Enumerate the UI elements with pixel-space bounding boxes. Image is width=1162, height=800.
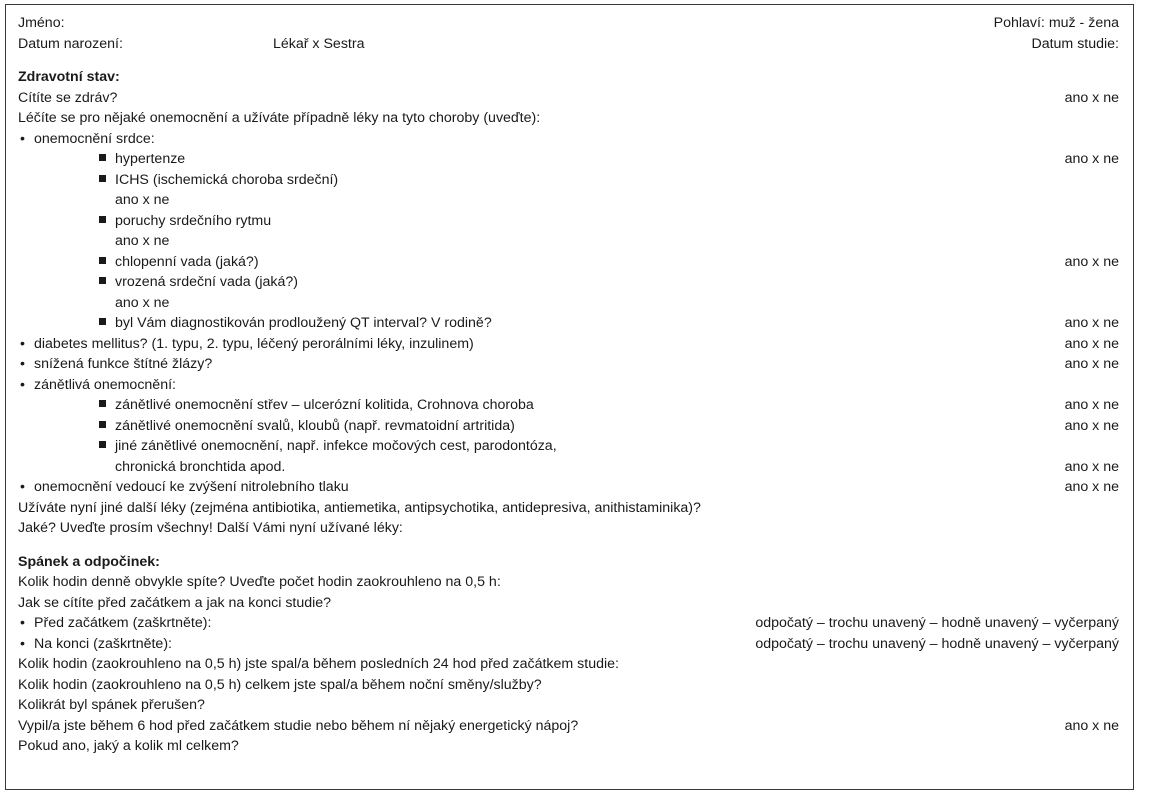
square-bullet-icon xyxy=(99,421,106,428)
answer-yes-no: ano x ne xyxy=(1064,335,1119,352)
health-section-title: Zdravotní stav: xyxy=(18,69,120,85)
item-text: zánětlivé onemocnění svalů, kloubů (např. revmatoidní artritida) xyxy=(115,417,515,434)
tiredness-scale: odpočatý – trochu unavený – hodně unavený – vyčerpaný xyxy=(755,615,1119,631)
square-bullet-icon xyxy=(99,441,106,448)
item-ichs xyxy=(18,170,1119,191)
item-text: onemocnění vedoucí ke zvýšení nitrolebního tlaku xyxy=(34,479,349,495)
question-text: Kolik hodin (zaokrouhleno na 0,5 h) jste spal/a během posledních 24 hod před začátkem studie: xyxy=(18,656,619,672)
item-hypertension xyxy=(18,149,1119,170)
item-text: ICHS (ischemická choroba srdeční) xyxy=(115,171,339,188)
answer-yes-no: ano x ne xyxy=(1064,315,1119,331)
item-text: byl Vám diagnostikován prodloužený QT interval? V rodině? xyxy=(115,315,492,331)
answer-yes-no: ano x ne xyxy=(1064,458,1119,475)
item-text: poruchy srdečního rytmu xyxy=(115,212,272,229)
item-text: vrozená srdeční vada (jaká?) xyxy=(115,274,298,290)
name-label: Jméno: xyxy=(18,15,65,31)
question-energy-drink xyxy=(18,716,1119,737)
sleep-section-title: Spánek a odpočinek: xyxy=(18,553,160,570)
item-text: snížená funkce štítné žlázy? xyxy=(34,356,213,372)
item-before-start xyxy=(18,613,1119,634)
birth-date-label: Datum narození: xyxy=(18,35,123,52)
header-row-2 xyxy=(18,34,1119,55)
question-text: Léčíte se pro nějaké onemocnění a užíváte případně léky na tyto choroby (uveďte): xyxy=(18,110,541,126)
questionnaire-frame xyxy=(5,4,1134,790)
answer-yes-no: ano x ne xyxy=(115,192,170,208)
answer-yes-no: ano x ne xyxy=(1064,356,1119,372)
question-text: Jak se cítíte před začátkem a jak na konci studie? xyxy=(18,594,332,611)
item-text: chronická bronchtida apod. xyxy=(115,458,286,475)
square-bullet-icon xyxy=(99,277,106,284)
question-hours-daily xyxy=(18,572,1119,593)
gender-label: Pohlaví: muž - žena xyxy=(993,15,1119,31)
item-valve xyxy=(18,252,1119,273)
item-diabetes xyxy=(18,334,1119,355)
item-other-inflammatory-cont xyxy=(18,457,1119,478)
item-at-end xyxy=(18,634,1119,655)
question-text: Užíváte nyní jiné další léky (zejména antibiotika, antiemetika, antipsychotika, antidepresiva, anithistaminika)? xyxy=(18,499,701,516)
question-other-meds xyxy=(18,498,1119,519)
answer-yes-no: ano x ne xyxy=(1064,417,1119,434)
answer-yes-no: ano x ne xyxy=(1064,717,1119,734)
questionnaire-content xyxy=(18,13,1119,757)
square-bullet-icon xyxy=(99,175,106,182)
square-bullet-icon xyxy=(99,318,106,325)
question-text: Jaké? Uveďte prosím všechny! Další Vámi nyní užívané léky: xyxy=(18,520,403,536)
item-rhythm xyxy=(18,211,1119,232)
answer-yes-no: ano x ne xyxy=(1064,89,1119,106)
question-interrupted xyxy=(18,695,1119,716)
question-feel-healthy xyxy=(18,88,1119,109)
question-text: Cítíte se zdráv? xyxy=(18,89,118,106)
question-which-meds xyxy=(18,518,1119,539)
item-text: diabetes mellitus? (1. typu, 2. typu, léčený perorálními léky, inzulinem) xyxy=(34,335,474,352)
item-text: chlopenní vada (jaká?) xyxy=(115,253,259,270)
question-text: Kolik hodin denně obvykle spíte? Uveďte počet hodin zaokrouhleno na 0,5 h: xyxy=(18,574,501,590)
bullet-dot-icon: • xyxy=(20,615,25,631)
answer-rhythm xyxy=(18,231,1119,252)
bullet-dot-icon: • xyxy=(20,479,25,495)
item-text: Před začátkem (zaškrtněte): xyxy=(34,615,212,631)
answer-yes-no: ano x ne xyxy=(1064,151,1119,167)
question-hours-night xyxy=(18,675,1119,696)
answer-yes-no: ano x ne xyxy=(1064,397,1119,413)
square-bullet-icon xyxy=(99,257,106,264)
bullet-dot-icon: • xyxy=(20,130,25,147)
item-intracranial xyxy=(18,477,1119,498)
question-text: Vypil/a jste během 6 hod před začátkem studie nebo během ní nějaký energetický nápoj? xyxy=(18,717,579,734)
question-text: Kolik hodin (zaokrouhleno na 0,5 h) celkem jste spal/a během noční směny/služby? xyxy=(18,676,542,693)
item-thyroid xyxy=(18,354,1119,375)
item-text: zánětlivá onemocnění: xyxy=(34,376,176,393)
role-label: Lékař x Sestra xyxy=(273,35,365,52)
tiredness-scale: odpočatý – trochu unavený – hodně unavený – vyčerpaný xyxy=(755,635,1119,652)
item-muscles xyxy=(18,416,1119,437)
item-qt xyxy=(18,313,1119,334)
answer-yes-no: ano x ne xyxy=(1064,253,1119,270)
question-treated xyxy=(18,108,1119,129)
item-text: hypertenze xyxy=(115,151,186,167)
item-heart xyxy=(18,129,1119,150)
question-which-drink xyxy=(18,736,1119,757)
answer-yes-no: ano x ne xyxy=(115,294,170,311)
square-bullet-icon xyxy=(99,216,106,223)
item-other-inflammatory xyxy=(18,436,1119,457)
item-text: jiné zánětlivé onemocnění, např. infekce močových cest, parodontóza, xyxy=(115,438,557,454)
question-text: Kolikrát byl spánek přerušen? xyxy=(18,697,205,713)
item-text: onemocnění srdce: xyxy=(34,130,155,147)
study-date-label: Datum studie: xyxy=(1031,35,1119,52)
answer-ichs xyxy=(18,190,1119,211)
question-hours-24 xyxy=(18,654,1119,675)
spacer xyxy=(18,539,1119,552)
bullet-dot-icon: • xyxy=(20,635,25,652)
item-inflammatory xyxy=(18,375,1119,396)
question-feel xyxy=(18,593,1119,614)
bullet-dot-icon: • xyxy=(20,335,25,352)
item-congenital xyxy=(18,272,1119,293)
header-row-1 xyxy=(18,13,1119,34)
bullet-dot-icon: • xyxy=(20,376,25,393)
square-bullet-icon xyxy=(99,154,106,161)
question-text: Pokud ano, jaký a kolik ml celkem? xyxy=(18,738,239,754)
bullet-dot-icon: • xyxy=(20,356,25,372)
item-text: zánětlivé onemocnění střev – ulcerózní kolitida, Crohnova choroba xyxy=(115,397,534,413)
answer-yes-no: ano x ne xyxy=(1064,479,1119,495)
answer-congenital xyxy=(18,293,1119,314)
square-bullet-icon xyxy=(99,400,106,407)
item-text: Na konci (zaškrtněte): xyxy=(34,635,172,652)
item-intestinal xyxy=(18,395,1119,416)
answer-yes-no: ano x ne xyxy=(115,233,170,249)
spacer xyxy=(18,54,1119,67)
